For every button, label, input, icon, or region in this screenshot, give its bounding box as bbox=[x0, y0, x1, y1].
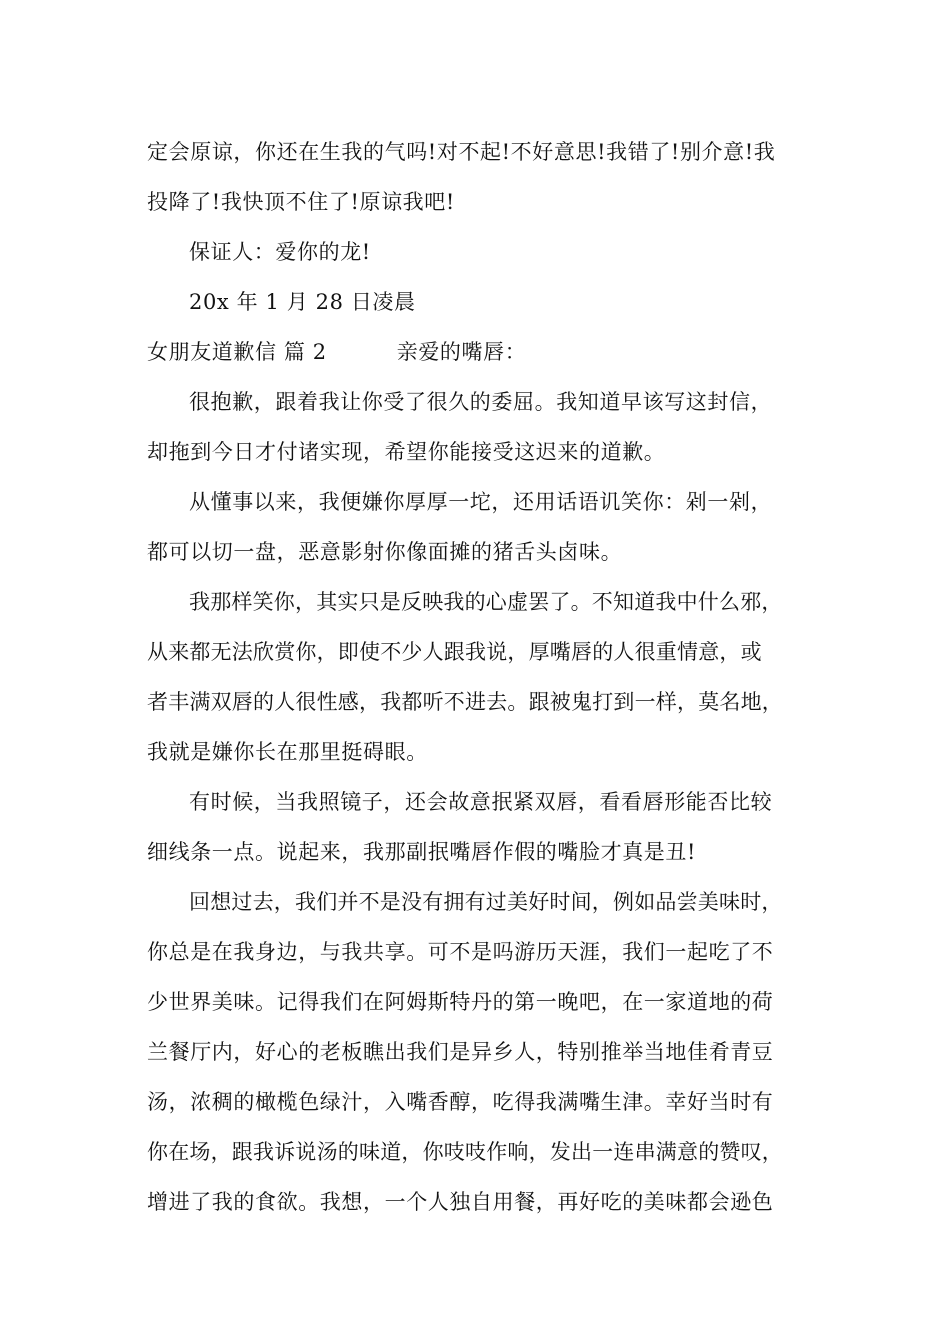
section-title: 女朋友道歉信 篇 2 bbox=[147, 340, 327, 364]
paragraph-line: 汤，浓稠的橄榄色绿汁，入嘴香醇，吃得我满嘴生津。幸好当时有 bbox=[147, 1090, 774, 1114]
guarantor-line: 保证人：爱你的龙! bbox=[189, 240, 371, 264]
paragraph-line: 从来都无法欣赏你，即使不少人跟我说，厚嘴唇的人很重情意，或 bbox=[147, 640, 762, 664]
paragraph-line: 少世界美味。记得我们在阿姆斯特丹的第一晚吧，在一家道地的荷 bbox=[147, 990, 774, 1014]
paragraph-line: 回想过去，我们并不是没有拥有过美好时间，例如品尝美味时， bbox=[189, 890, 783, 914]
paragraph-line: 细线条一点。说起来，我那副抿嘴唇作假的嘴脸才真是丑! bbox=[147, 840, 697, 864]
paragraph-line: 从懂事以来，我便嫌你厚厚一坨，还用话语讥笑你：剁一剁， bbox=[189, 490, 773, 514]
paragraph-line: 增进了我的食欲。我想，一个人独自用餐，再好吃的美味都会逊色 bbox=[147, 1190, 774, 1214]
paragraph-line: 者丰满双唇的人很性感，我都听不进去。跟被鬼打到一样，莫名地， bbox=[147, 690, 783, 714]
date-line: 20x 年 1 月 28 日凌晨 bbox=[189, 290, 416, 314]
paragraph-line: 兰餐厅内，好心的老板瞧出我们是异乡人，特别推举当地佳肴青豆 bbox=[147, 1040, 774, 1064]
document-body bbox=[147, 132, 817, 1232]
paragraph-line: 却拖到今日才付诸实现，希望你能接受这迟来的道歉。 bbox=[147, 440, 666, 464]
paragraph-line: 我就是嫌你长在那里挺碍眼。 bbox=[147, 740, 428, 764]
salutation: 亲爱的嘴唇： bbox=[396, 340, 527, 364]
paragraph-line: 有时候，当我照镜子，还会故意抿紧双唇，看看唇形能否比较 bbox=[189, 790, 773, 814]
paragraph-line: 你总是在我身边，与我共享。可不是吗游历天涯，我们一起吃了不 bbox=[147, 940, 774, 964]
paragraph-line: 很抱歉，跟着我让你受了很久的委屈。我知道早该写这封信， bbox=[189, 390, 773, 414]
section-heading-line bbox=[147, 332, 817, 382]
paragraph-line: 你在场，跟我诉说汤的味道，你吱吱作响，发出一连串满意的赞叹， bbox=[147, 1140, 783, 1164]
paragraph-line: 都可以切一盘，恶意影射你像面摊的猪舌头卤味。 bbox=[147, 540, 623, 564]
paragraph-line: 我那样笑你，其实只是反映我的心虚罢了。不知道我中什么邪， bbox=[189, 590, 783, 614]
body-line: 投降了!我快顶不住了!原谅我吧! bbox=[147, 190, 455, 214]
body-line: 定会原谅，你还在生我的气吗!对不起!不好意思!我错了!别介意!我 bbox=[147, 140, 776, 164]
